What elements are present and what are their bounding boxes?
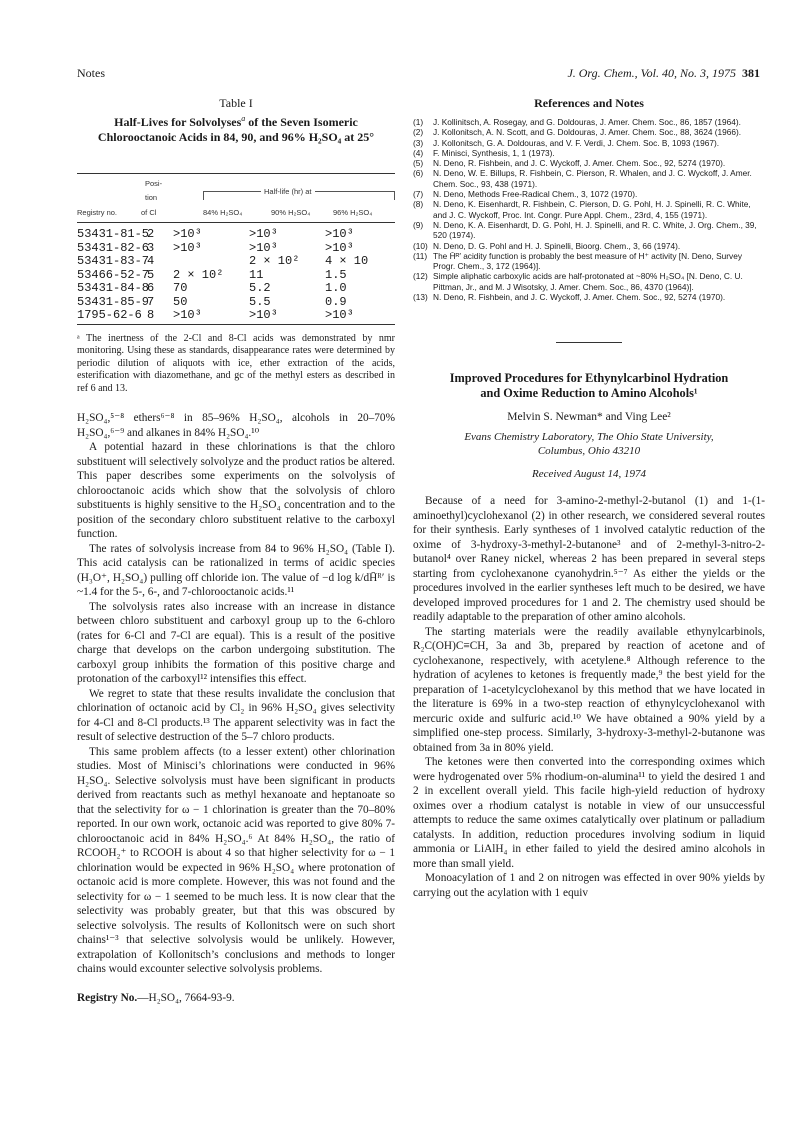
reference-text: N. Deno, W. E. Billups, R. Fishbein, C. Pierson, R. Whalen, and J. C. Wyckoff, J. Amer. Chem. Soc., 93, 438 (1971).	[433, 168, 752, 189]
table-cell-reg: 53466-52-7	[77, 267, 150, 282]
col-header-halflife: Half-life (hr) at	[261, 187, 315, 196]
table-cell-pos: 6	[147, 281, 155, 295]
body-paragraph: We regret to state that these results invalidate the conclusion that chlorination of octanoic acid by Cl₂ in 96% H₂SO₄ gives selectivity for 4-Cl and 8-Cl products.¹³ The apparent selectivity was in fact the result of selective destruction of the 5–7 chloro products.	[77, 687, 395, 743]
table-cell-v84: 70	[173, 281, 188, 295]
registry-line	[77, 991, 395, 1006]
table-cell-pos: 5	[147, 267, 155, 282]
reference-item	[413, 241, 765, 251]
table-cell-v84: 50	[173, 294, 188, 309]
table-cell-reg: 53431-85-9	[77, 294, 150, 309]
article-body-text	[413, 494, 765, 900]
reference-number: (9)	[413, 219, 424, 230]
table-cell-v96: 1.0	[325, 281, 347, 295]
table-row	[77, 268, 395, 282]
table-cell-v84: >10³	[173, 308, 202, 322]
reference-text: J. Kollonitsch, A. N. Scott, and G. Doldouras, J. Amer. Chem. Soc., 88, 3624 (1966).	[433, 127, 742, 138]
reference-number: (3)	[413, 137, 424, 148]
body-paragraph: H₂SO₄,⁵⁻⁸ ethers⁶⁻⁸ in 85–96% H₂SO₄, alcohols in 20–70% H₂SO₄,⁶⁻⁹ and alkanes in 84% H₂SO₄.¹⁰	[77, 412, 395, 439]
table-cell-v90: 11	[249, 267, 264, 282]
reference-item	[413, 117, 765, 127]
table-row	[77, 241, 395, 255]
reference-number: (12)	[413, 271, 428, 282]
table-caption-part1: Half-Lives for Solvolyses	[114, 115, 242, 129]
table-label: Table I	[219, 96, 253, 110]
table-cell-v96: >10³	[325, 240, 354, 255]
table-cell-pos: 2	[147, 227, 155, 241]
col-header-position-1: Posi-	[145, 179, 163, 188]
reference-number: (7)	[413, 189, 424, 200]
reference-item	[413, 271, 765, 292]
body-paragraph: The solvolysis rates also increase with an increase in distance between chloro substituent and carboxyl group up to the 6-chloro (rates for 6-Cl and 7-Cl are equal). This is a result of the positive charge that develops on the carbon undergoing substitution. The carboxyl group inhibits the formation of this positive charge and protonation of the carboxyl¹² intensifies this effect.	[77, 600, 395, 685]
article-paragraph: Because of a need for 3-amino-2-methyl-2-butanol (1) and 1-(1-aminoethyl)cyclohexanol (2) in other research, we considered several routes for their synthesis. Early syntheses of 1 involved catalytic reduction of the oxime of 3-hydroxy-3-methyl-2-butanone³ and of 2-methyl-3-nitro-2-butanol⁴ over Raney nickel, whereas 2 has been prepared in several steps starting from cyclohexanone cyanohydrin.⁵⁻⁷ As either the yields or the procedures involved in the earlier syntheses left much to be desired, we have developed improved procedures for 1 and 2. The chemistry used should be readily adaptable to the preparation of other amino alcohols.	[413, 495, 765, 624]
reference-number: (6)	[413, 168, 424, 179]
table-cell-pos: 7	[147, 294, 155, 309]
table-cell-v90: >10³	[249, 308, 278, 322]
table-cell-v90: >10³	[249, 240, 278, 255]
reference-item	[413, 158, 765, 168]
reference-number: (2)	[413, 127, 424, 138]
article-affiliation	[413, 431, 765, 458]
reference-text: N. Deno, R. Fishbein, and J. C. Wyckoff, J. Amer. Chem. Soc., 92, 5274 (1970).	[433, 158, 726, 169]
table-row	[77, 254, 395, 268]
table-cell-reg: 53431-83-7	[77, 254, 150, 268]
table-cell-pos: 4	[147, 254, 155, 268]
reference-item	[413, 148, 765, 158]
table-cell-v84: 2 × 10²	[173, 267, 224, 282]
reference-number: (8)	[413, 199, 424, 210]
reference-item	[413, 220, 765, 241]
table-cell-reg: 53431-84-8	[77, 281, 150, 295]
page-number: 381	[742, 66, 760, 80]
article-paragraph: The ketones were then converted into the corresponding oximes which were hydrogenated over 5% rhodium-on-alumina¹¹ to yield the desired 1 and 2 in excellent overall yield. This facile high-yield reduction of hydroxy oximes over a rhodium catalyst is notable in view of our unsuccessful attempts to reduce the same oximes catalytically over platinum or palladium catalysts. In addition, reduction procedures involving sodium in liquid ammonia or LiAlH₄ in ether failed to yield the desired amino alcohols in more than small yield.	[413, 756, 765, 870]
reference-text: Simple aliphatic carboxylic acids are half-protonated at ~80% H₂SO₄ [N. Deno, C. U. Pittman, Jr., and M. J Wisotsky, J. Amer. Chem. Soc., 86, 4370 (1964)].	[433, 271, 743, 292]
reference-text: N. Deno, D. G. Pohl and H. J. Spinelli, Bioorg. Chem., 3, 66 (1974).	[433, 240, 681, 251]
references-title: References and Notes	[534, 96, 644, 110]
registry-label: Registry No.	[77, 991, 138, 1004]
reference-text: F. Minisci, Synthesis, 1, 1 (1973).	[433, 147, 555, 158]
body-paragraph: The rates of solvolysis increase from 84 to 96% H₂SO₄ (Table I). This acid catalysis can be rationalized in terms of acidic species (H₃O⁺, H₂SO₄) pulling off chloride ion. The value of −d log k/dH̄ᴿ′ is ~1.4 for the 5-, 6-, and 7-chlorooctanoic acids.¹¹	[77, 542, 395, 598]
reference-item	[413, 292, 765, 302]
journal-citation: J. Org. Chem., Vol. 40, No. 3, 1975	[567, 66, 736, 80]
col-header-96: 96% H₂SO₄	[333, 208, 373, 217]
table-cell-v90: 5.2	[249, 281, 271, 295]
table-cell-v84: >10³	[173, 240, 202, 255]
table-cell-v96: >10³	[325, 227, 354, 241]
table-row	[77, 308, 395, 322]
left-column	[77, 96, 395, 1005]
article-authors: Melvin S. Newman* and Ving Lee²	[507, 411, 671, 424]
table-row	[77, 295, 395, 309]
article-title-line2: and Oxime Reduction to Amino Alcohols¹	[480, 386, 698, 401]
table-bottom-rule	[77, 324, 395, 325]
reference-item	[413, 189, 765, 199]
reference-item	[413, 138, 765, 148]
table-row	[77, 281, 395, 295]
table-cell-v90: >10³	[249, 227, 278, 241]
registry-text: —H₂SO₄, 7664-93-9.	[137, 991, 235, 1004]
reference-number: (10)	[413, 240, 428, 251]
running-header-journal	[567, 66, 760, 81]
reference-item	[413, 199, 765, 220]
col-header-registry: Registry no.	[77, 208, 118, 217]
col-header-position-2: tion	[145, 193, 158, 202]
reference-number: (13)	[413, 292, 428, 303]
table-cell-reg: 1795-62-6	[77, 308, 142, 322]
table-row	[77, 227, 395, 241]
table-cell-v96: 1.5	[325, 267, 347, 282]
table-caption-part2: of the Seven Isomeric	[245, 115, 358, 129]
table-cell-reg: 53431-81-5	[77, 227, 150, 241]
reference-text: J. Kollonitsch, G. A. Doldouras, and V. F. Verdi, J. Chem. Soc. B, 1093 (1967).	[433, 137, 720, 148]
table-header-rule	[77, 222, 395, 223]
table-cell-v96: 4 × 10	[325, 254, 369, 268]
col-header-84: 84% H₂SO₄	[203, 208, 243, 217]
article-title-line1: Improved Procedures for Ethynylcarbinol Hydration	[449, 371, 729, 386]
table-cell-reg: 53431-82-6	[77, 240, 150, 255]
reference-number: (4)	[413, 147, 424, 158]
reference-text: N. Deno, R. Fishbein, and J. C. Wyckoff, J. Amer. Chem. Soc., 92, 5274 (1970).	[433, 292, 726, 303]
col-header-position-3: of Cl	[141, 208, 157, 217]
article-paragraph: The starting materials were the readily available ethynylcarbinols, R₂C(OH)C≡CH, 3a and 3b, prepared by reaction of acetone and of cyclohexanone, respectively, with acetylene.⁸ Although reference to the hydration of acylenes to ketones is frequently made,⁹ the best yield for the preparation of 1-acetylcyclohexanol by this method that we have located in the literature is 69% in a two-step reaction of ethynylcyclohexanol with mercuric oxide and sulfuric acid.¹⁰ We have obtained a 90% yield by a simplified one-step process. Similarly, 3-hydroxy-3-methyl-2-butanone was obtained from 3a in 80% yield.	[413, 625, 765, 754]
left-body-text	[77, 411, 395, 977]
received-date: Received August 14, 1974	[531, 468, 647, 481]
reference-text: The H̄ᴿ′ acidity function is probably the best measure of H⁺ activity [N. Deno, Survey Progr. Chem., 3, 172 (1964)].	[433, 250, 742, 272]
table-cell-v84: >10³	[173, 227, 202, 241]
reference-text: J. Kollinitsch, A. Rosegay, and G. Doldouras, J. Amer. Chem. Soc., 86, 1857 (1964).	[433, 117, 741, 127]
affiliation-line2: Columbus, Ohio 43210	[537, 444, 641, 457]
reference-number: (1)	[413, 117, 424, 127]
table-footnote: ᵃ The inertness of the 2-Cl and 8-Cl acids was demonstrated by nmr monitoring. Using these as standards, disappearance rates were determined by periodic dilution of aliquots with ice, ether extraction of the acids, esterification with diazomethane, and gc of the methyl esters as described in ref 6 and 13.	[77, 332, 395, 394]
affiliation-line1: Evans Chemistry Laboratory, The Ohio State University,	[464, 431, 714, 444]
table-cell-v96: 0.9	[325, 294, 347, 309]
references-list	[413, 117, 765, 302]
table-cell-pos: 3	[147, 240, 155, 255]
table-body	[77, 227, 395, 322]
reference-text: N. Deno, K. A. Eisenhardt, D. G. Pohl, H. J. Spinelli, and R. C. White, J. Org. Chem., 39, 520 (1974).	[433, 219, 757, 241]
article-divider	[556, 342, 622, 343]
reference-number: (11)	[413, 250, 428, 261]
reference-item	[413, 251, 765, 272]
table-cell-v96: >10³	[325, 308, 354, 322]
reference-text: N. Deno, K. Eisenhardt, R. Fishbein, C. Pierson, D. G. Pohl, H. J. Spinelli, R. C. White, and J. C. Wyckoff, Proc. Int. Congr. Pure Appl. Chem., 23rd, 4, 155 (1971).	[433, 199, 751, 220]
reference-text: N. Deno, Methods Free-Radical Chem., 3, 1072 (1970).	[433, 189, 638, 200]
reference-number: (5)	[413, 158, 424, 169]
table-header	[77, 174, 395, 222]
table-caption-line2: Chlorooctanoic Acids in 84, 90, and 96% H₂SO₄ at 25°	[97, 130, 375, 144]
body-paragraph: This same problem affects (to a lesser extent) other chlorination studies. Most of Minisci’s chlorinations were conducted in 96% H₂SO₄. Selective solvolysis must have been significant in products derived from reactants such as methyl hexanoate and heptanoate so that the selectivity for ω − 1 chlorination is greater than the 70–80% reported. In our own work, octanoic acid was reported to give 80% 7-chlorooctanoic acid in 84% H₂SO₄.⁶ At 84% H₂SO₄, the ratio of RCOOH₂⁺ to RCOOH is about 4 so that higher selectivity for ω − 1 chlorination would be expected in 96% H₂SO₄ where protonation of octanoic acid is more complete. However, this was not found and the selectivity for ω − 1 seemed to be much less. It is now clear that the selectivity was probably greater, but that this was obscured by selective solvolysis. The results of Kollonitsch were on such short chains¹⁻³ that selective solvolysis would be unlikely. However, extrapolation of Kollonitsch’s conclusions and methods to longer chains would excounter selective solvolysis problems.	[77, 745, 395, 975]
table-cell-v90: 2 × 10²	[249, 254, 300, 268]
col-header-90: 90% H₂SO₄	[271, 208, 311, 217]
article-paragraph: Monoacylation of 1 and 2 on nitrogen was effected in over 90% yields by carrying out the acylation with 1 equiv	[413, 872, 765, 899]
table-caption	[77, 111, 395, 145]
article-title	[413, 371, 765, 401]
table-caption-footnote-mark: a	[241, 114, 246, 123]
right-column	[413, 96, 765, 900]
body-paragraph: A potential hazard in these chlorinations is that the chloro substituent will selectively solvolyze and the product ratios be altered. This paper describes some experiments on the solvolysis of chlorooctanoic acids which show that the solvolysis of chloro substituents is highly sensitive to the H₂SO₄ concentration and to the position of the secondary chloro substituent relative to the carboxyl function.	[77, 441, 395, 540]
reference-item	[413, 168, 765, 189]
table-cell-v90: 5.5	[249, 294, 271, 309]
running-header-section: Notes	[77, 66, 105, 80]
reference-item	[413, 127, 765, 137]
table-cell-pos: 8	[147, 308, 155, 322]
